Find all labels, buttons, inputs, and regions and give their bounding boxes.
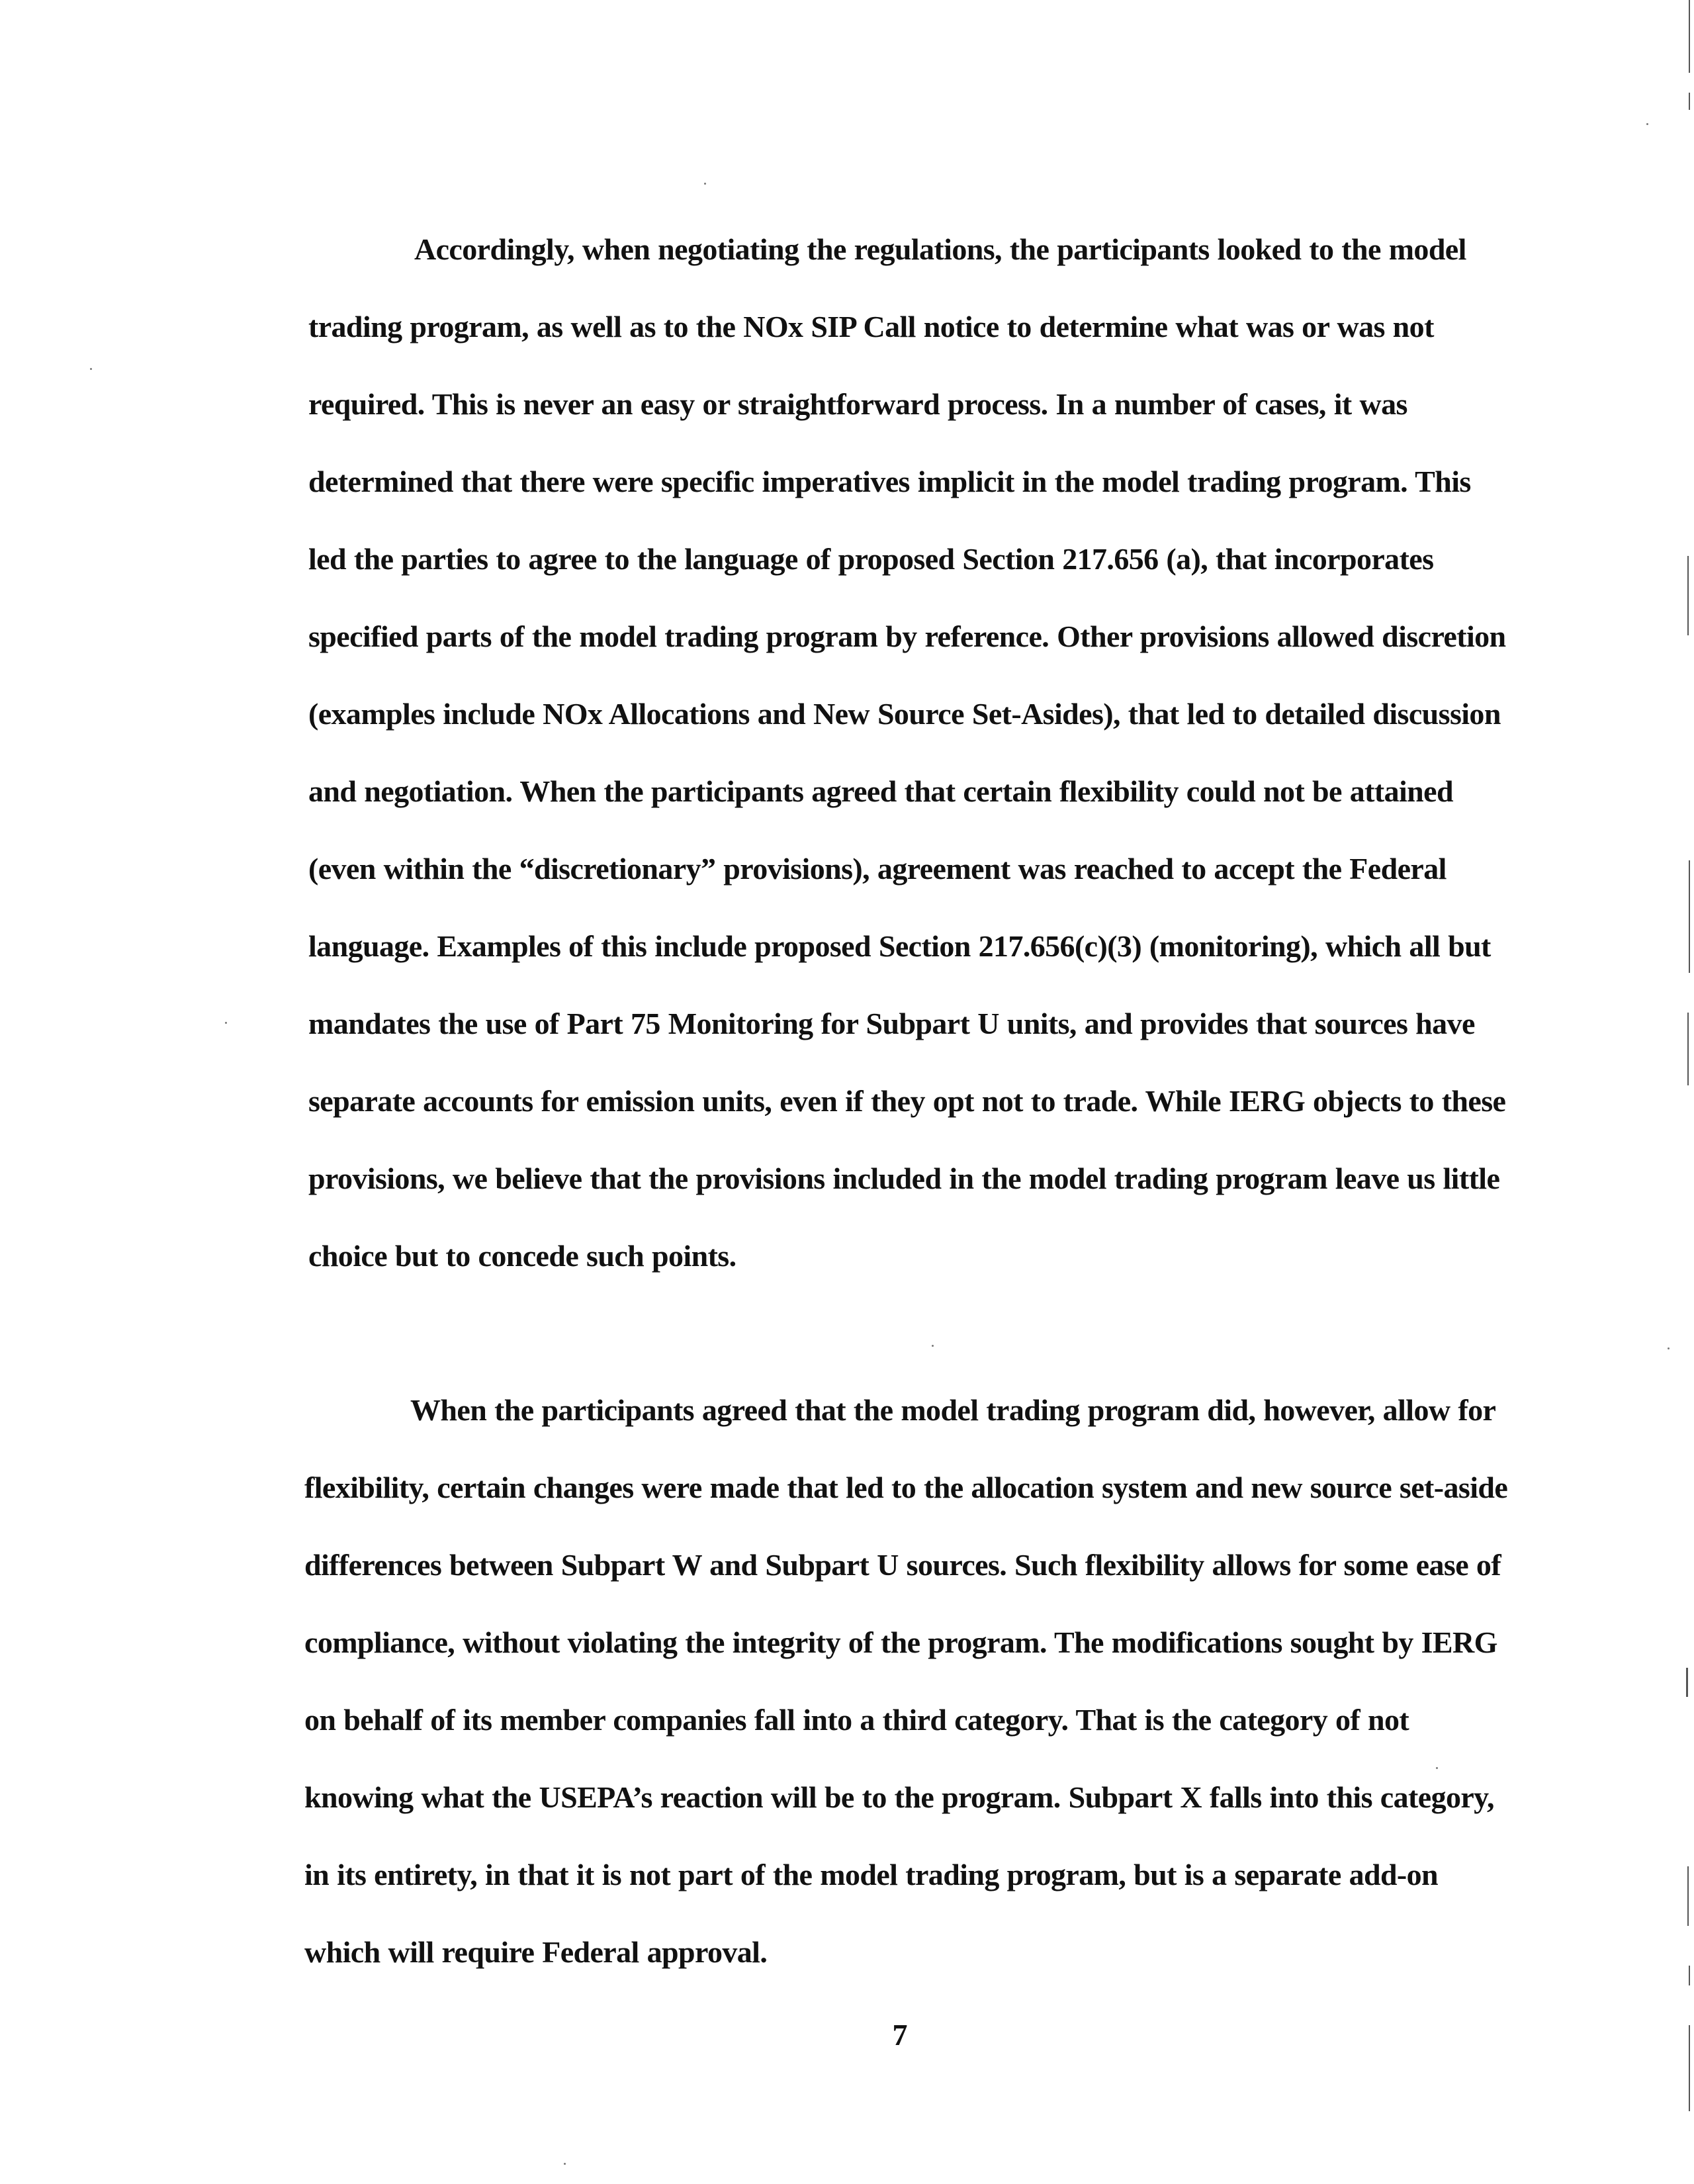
scan-speck [1436,1767,1438,1769]
paragraph-1: Accordingly, when negotiating the regulations, the participants looked to the model trading program, as well as to the NOx SIP Call notice to determine what was or was not required. This is never an easy or straightforward process. In a number of cases, it was determined that there were specific imperatives implicit in the model trading program. This led the parties to agree to the language of proposed Section 217.656 (a), that incorporates specified parts of the model trading program by reference. Other provisions allowed discretion (examples include NOx Allocations and New Source Set-Asides), that led to detailed discussion and negotiation. When the participants agreed that certain flexibility could not be attained (even within the “discretionary” provisions), agreement was reached to accept the Federal language. Examples of this include proposed Section 217.656(c)(3) (monitoring), which all but mandates the use of Part 75 Monitoring for Subpart U units, and provides that sources have separate accounts for emission units, even if they opt not to trade. While IERG objects to these provisions, we believe that the provisions included in the model trading program leave us little choice but to concede such points. [308,232,1506,1273]
scan-speck [90,368,92,370]
scan-edge-mark [1689,1966,1690,1985]
scan-speck [932,1345,934,1347]
scan-edge-mark [1687,1866,1689,1926]
scan-speck [1668,1347,1670,1349]
scan-edge-mark [1686,1668,1688,1697]
scan-speck [225,1022,227,1024]
paragraph-2: When the participants agreed that the model trading program did, however, allow for flexibility, certain changes were made that led to the allocation system and new source set-aside differences between Subpart W and Subpart U sources. Such flexibility allows for some ease of compliance, without violating the integrity of the program. The modifications sought by IERG on behalf of its member companies fall into a third category. That is the category of not knowing what the USEPA’s reaction will be to the program. Subpart X falls into this category, in its entirety, in that it is not part of the model trading program, but is a separate add-on which will require Federal approval. [304,1393,1508,1969]
scan-edge-mark [1689,2025,1690,2111]
scan-edge-mark [1689,0,1690,73]
scan-speck [1646,123,1648,125]
scan-speck [564,2163,566,2165]
scan-speck [704,183,706,185]
scan-edge-mark [1689,93,1690,110]
scan-edge-mark [1687,556,1689,635]
scan-edge-mark [1689,860,1690,973]
page-number: 7 [892,2018,908,2052]
scan-edge-mark [1687,1013,1689,1085]
